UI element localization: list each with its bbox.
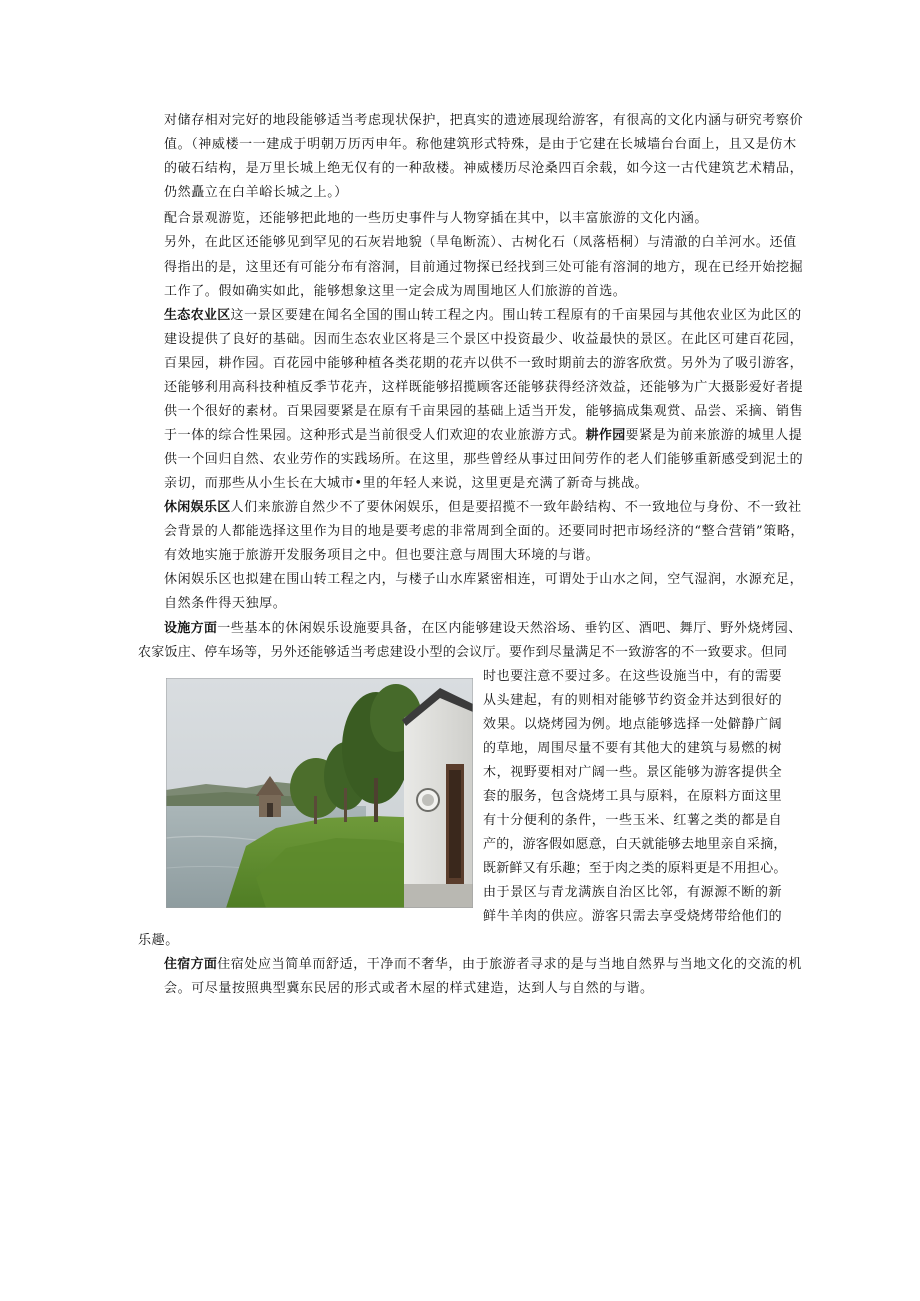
- lakeside-photo-illustration: [166, 678, 473, 908]
- text-span: 这一景区要建在闻名全国的围山转工程之内。围山转工程原有的千亩果园与其他农业区为此区的: [230, 308, 802, 323]
- text-span: 住宿处应当简单而舒适，干净而不奢华，由于旅游者寻求的是与当地自然界与当地文化的交流的机: [217, 957, 803, 972]
- text-line: [164, 304, 802, 327]
- section-heading-leisure: 休闲娱乐区: [164, 500, 231, 515]
- text-span: 于一体的综合性果园。这种形式是当前很受人们欢迎的农业旅游方式。: [164, 428, 586, 443]
- text-line: 由于景区与青龙满族自治区比邻，有源源不断的新: [483, 885, 783, 900]
- text-line: 还能够利用高科技种植反季节花卉，这样既能够招揽顾客还能够获得经济效益，还能够为广大摄影爱好者提: [164, 380, 804, 395]
- text-line: 自然条件得天独厚。: [164, 596, 287, 611]
- text-line: 木，视野要相对广阔一些。景区能够为游客提供全: [483, 765, 783, 780]
- text-line: 值。（神威楼一一建成于明朝万历丙申年。称他建筑形式特殊，是由于它建在长城墙台台面上，且又是仿木: [164, 137, 797, 152]
- text-line: 时也要注意不要过多。在这些设施当中，有的需要: [483, 669, 783, 684]
- text-line: 农家饭庄、停车场等，另外还能够适当考虑建设小型的会议厅。要作到尽量满足不一致游客的不一致要求。但同: [138, 645, 788, 660]
- text-line: 产的，游客假如愿意，白天就能够去地里亲自采摘，: [483, 837, 787, 852]
- text-line: 既新鲜又有乐趣；至于肉之类的原料更是不用担心。: [483, 861, 787, 876]
- text-line: 得指出的是，这里还有可能分布有溶洞，目前通过物探已经找到三处可能有溶洞的地方，现在已经开始挖掘: [164, 260, 804, 275]
- text-line: 仍然矗立在白羊峪长城之上。）: [164, 185, 348, 200]
- text-line: 鲜牛羊肉的供应。游客只需去享受烧烤带给他们的: [483, 909, 783, 924]
- text-span: 一些基本的休闲娱乐设施要具备，在区内能够建设天然浴场、垂钓区、酒吧、舞厅、野外烧烤园、: [217, 621, 803, 636]
- text-span: 人们来旅游自然少不了要休闲娱乐，但是要招揽不一致年龄结构、不一致地位与身份、不一致社: [230, 500, 802, 515]
- text-line: 的破石结构，是万里长城上绝无仅有的一种敌楼。神威楼历尽沧桑四百余载，如今这一古代建筑艺术精品，: [164, 161, 804, 176]
- text-line: [164, 617, 802, 640]
- text-line: 休闲娱乐区也拟建在围山转工程之内，与楼子山水库紧密相连，可谓处于山水之间，空气湿润，水源充足，: [164, 572, 804, 587]
- text-line: 工作了。假如确实如此，能够想象这里一定会成为周围地区人们旅游的首选。: [164, 284, 627, 299]
- text-line: 建设提供了良好的基础。因而生态农业区将是三个景区中投资最少、收益最快的景区。在此区可建百花园，: [164, 332, 804, 347]
- text-line: 会背景的人都能选择这里作为目的地是要考虑的非常周到全面的。还要同时把市场经济的“整合营销”策略，: [164, 524, 805, 539]
- section-heading-lodging: 住宿方面: [164, 957, 218, 972]
- text-line: 供一个回归自然、农业劳作的实践场所。在这里，那些曾经从事过田间劳作的老人们能够重新感受到泥土的: [164, 452, 804, 467]
- text-line: [164, 953, 802, 976]
- section-heading-farm: 耕作园: [585, 428, 626, 443]
- text-line: 亲切，而那些从小生长在大城市•里的年轻人来说，这里更是充满了新奇与挑战。: [164, 476, 649, 491]
- text-line: 会。可尽量按照典型冀东民居的形式或者木屋的样式建造，达到人与自然的与谐。: [164, 981, 654, 996]
- text-line: 供一个很好的素材。百果园要紧是在原有千亩果园的基础上适当开发，能够搞成集观赏、品尝、采摘、销售: [164, 404, 804, 419]
- text-line: 从头建起，有的则相对能够节约资金并达到很好的: [483, 693, 783, 708]
- text-line: 另外，在此区还能够见到罕见的石灰岩地貌（旱龟断流）、古树化石（凤落梧桐）与清澈的白羊河水。还值: [164, 235, 797, 250]
- text-line: 配合景观游览，还能够把此地的一些历史事件与人物穿插在其中，以丰富旅游的文化内涵。: [164, 211, 709, 226]
- text-line: 效果。以烧烤园为例。地点能够选择一处僻静广阔: [483, 717, 783, 732]
- text-line: [164, 424, 802, 447]
- text-line: 套的服务，包含烧烤工具与原料，在原料方面这里: [483, 789, 783, 804]
- section-heading-facilities: 设施方面: [164, 621, 218, 636]
- text-line: [164, 496, 802, 519]
- text-line: 有效地实施于旅游开发服务项目之中。但也要注意与周围大环境的与谐。: [164, 548, 600, 563]
- lakeside-photo: [166, 678, 473, 908]
- text-line: 乐趣。: [138, 933, 179, 948]
- text-span: 要紧是为前来旅游的城里人提: [625, 428, 803, 443]
- text-line: 对储存相对完好的地段能够适当考虑现状保护，把真实的遗迹展现给游客，有很高的文化内涵与研究考察价: [164, 113, 804, 128]
- text-line: 的草地，周围尽量不要有其他大的建筑与易燃的树: [483, 741, 783, 756]
- text-line: 百果园，耕作园。百花园中能够种植各类花期的花卉以供不一致时期前去的游客欣赏。另外为了吸引游客，: [164, 356, 804, 371]
- section-heading-eco: 生态农业区: [164, 308, 231, 323]
- text-line: 有十分便利的条件，一些玉米、红薯之类的都是自: [483, 813, 783, 828]
